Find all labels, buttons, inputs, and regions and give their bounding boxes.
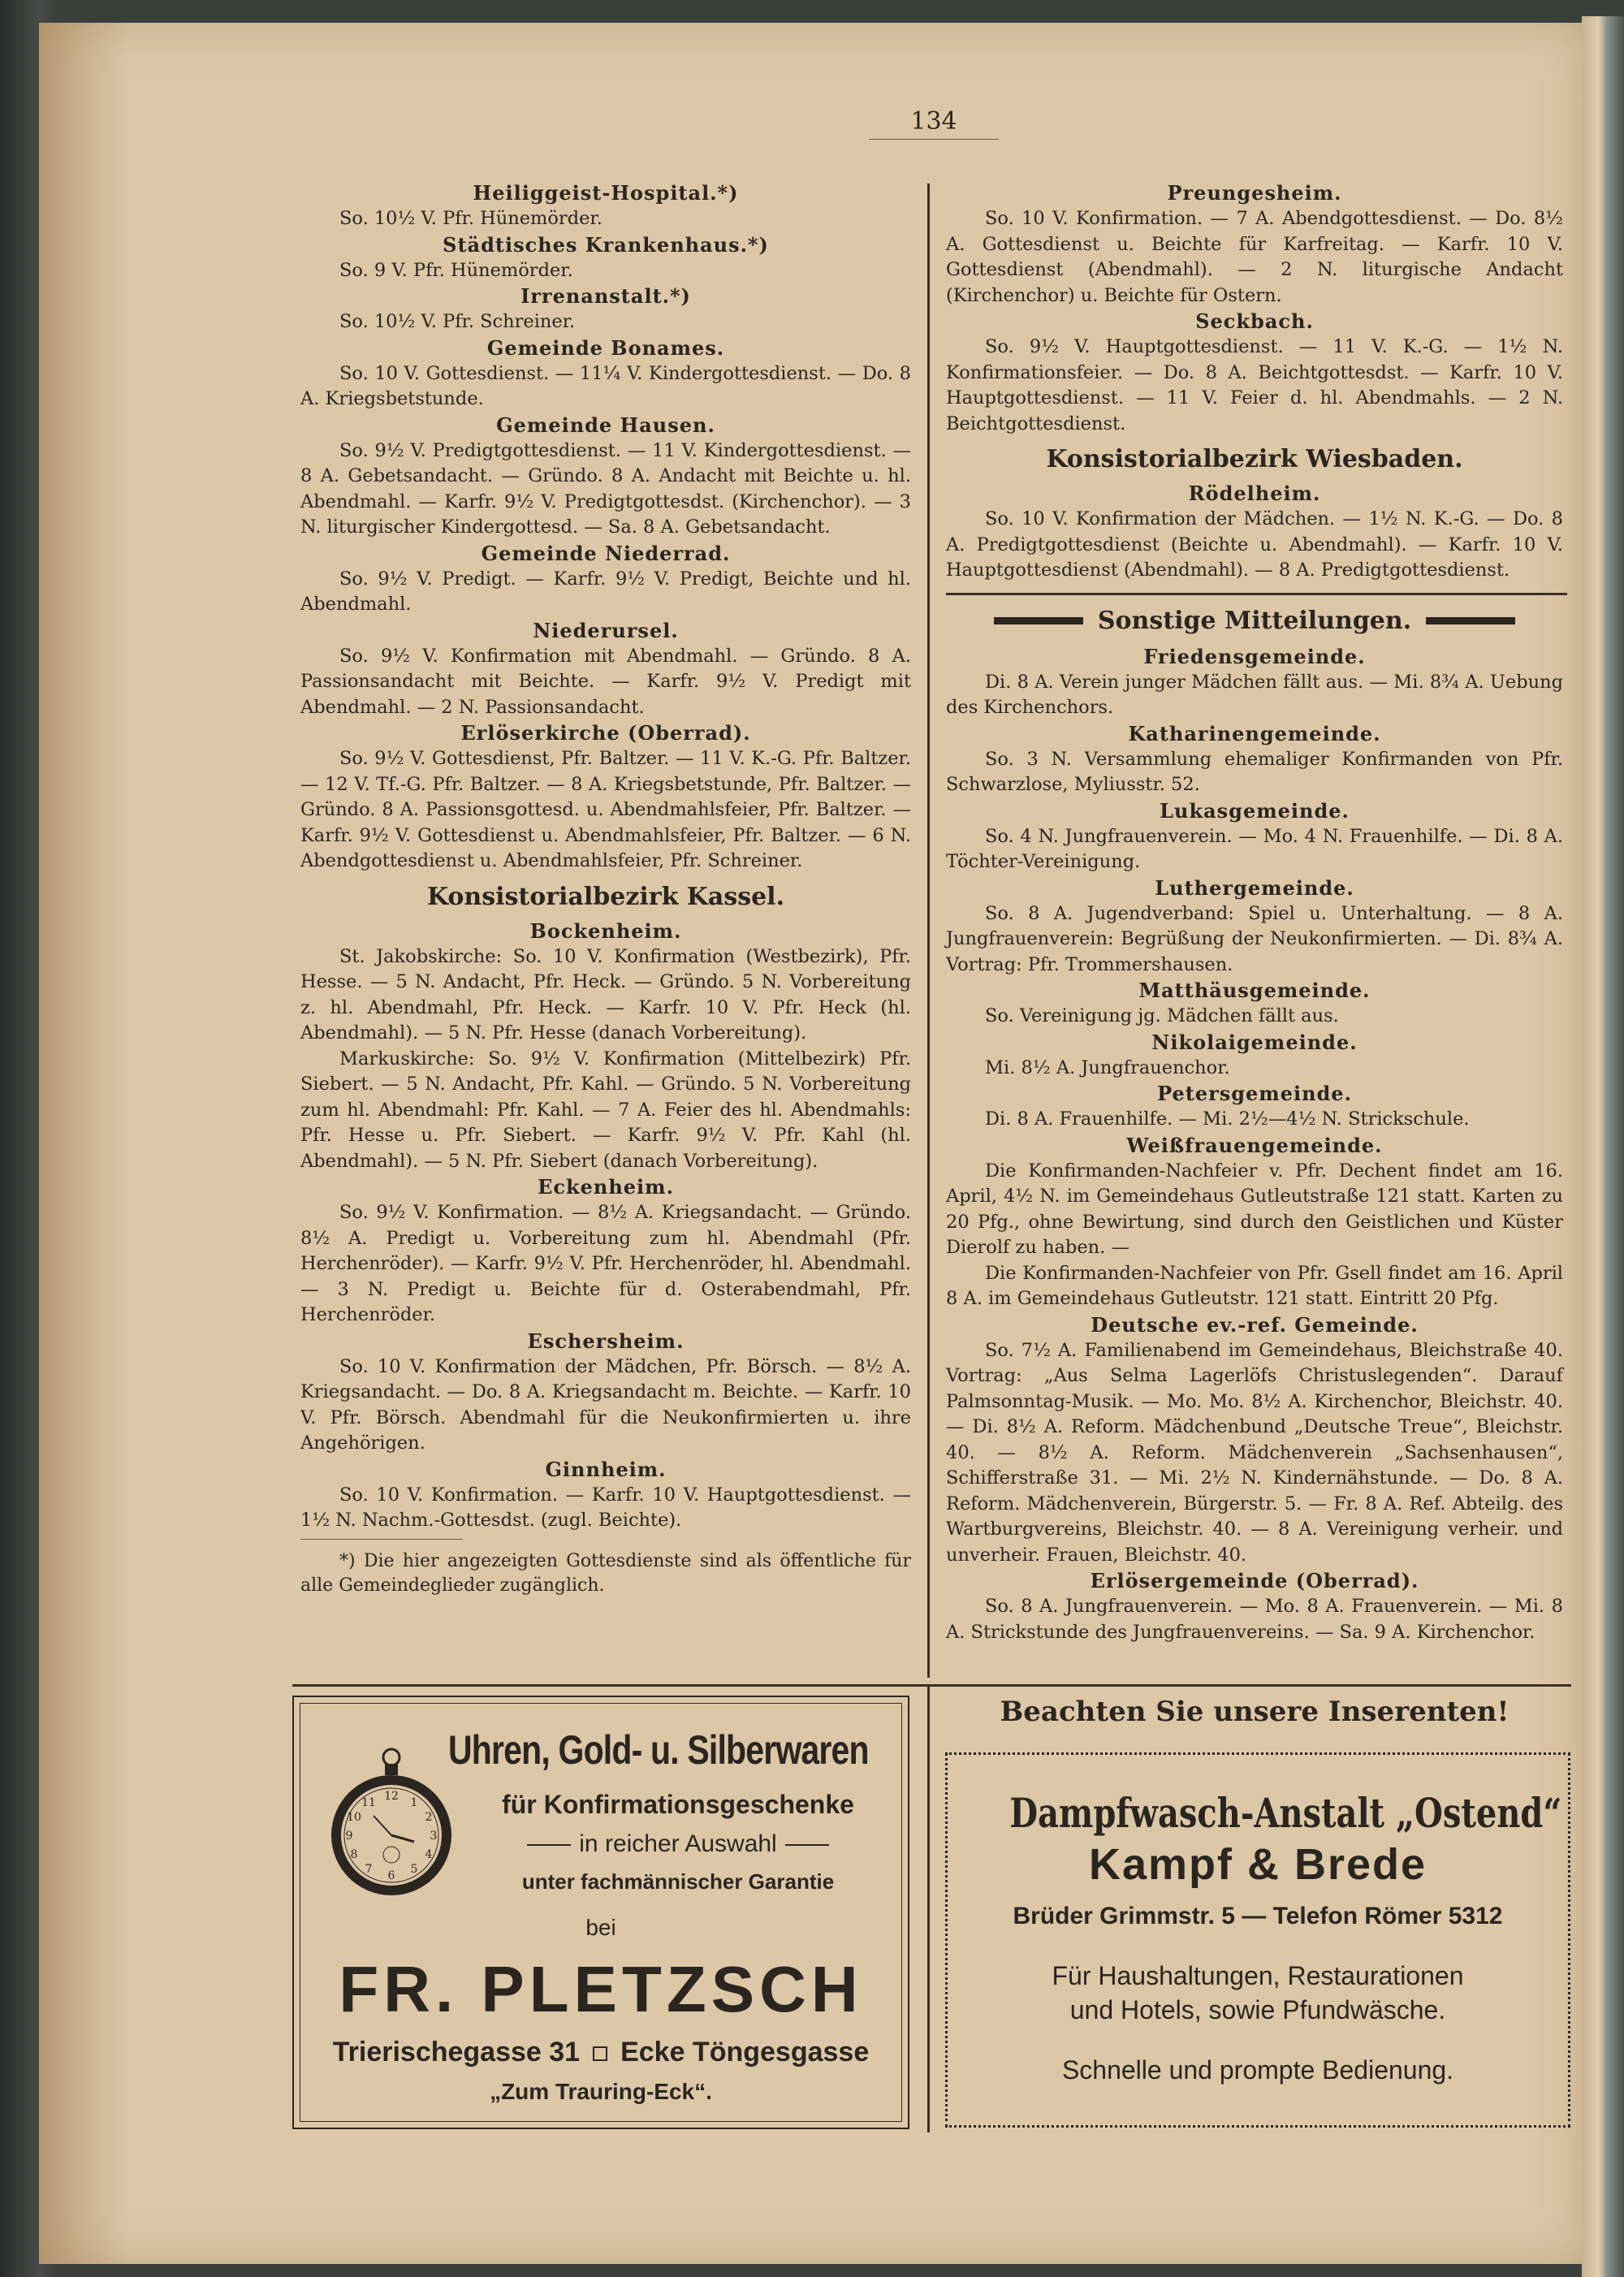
entry-text: So. 9½ V. Gottesdienst, Pfr. Baltzer. — 11 V. K.-G. Pfr. Baltzer. — 12 V. Tf.-G. Pfr. Baltzer. — 8 A. Kriegsbetstunde, Pfr. Baltzer. — Gründo. 8 A. Passionsgottesd. u. Abendmahlsfeier, Pfr. Baltzer. — Karfr. 9½ V. Gottesdienst u. Abendmahlsfeier, Pfr. Baltzer. — 6 N. Abendgottesdienst u. Abendmahlsfeier, Pfr. Schreiner. xyxy=(300,748,911,871)
ad-bei: bei xyxy=(585,1915,616,1940)
congregation-heading: Deutsche ev.-ref. Gemeinde. xyxy=(1091,1312,1419,1337)
entry-text: So. 10 V. Gottesdienst. — 11¼ V. Kindergottesdienst. — Do. 8 A. Kriegsbetstunde. xyxy=(300,362,911,409)
svg-text:8: 8 xyxy=(350,1848,358,1861)
congregation-heading: Gemeinde Bonames. xyxy=(486,335,725,360)
entry-text: So. 10 V. Konfirmation der Mädchen. — 1½ N. K.-G. — Do. 8 A. Predigtgottesdienst (Beichte u. Abendmahl). — Karfr. 10 V. Hauptgottesdienst (Abendmahl). — 8 A. Predigtgottesdienst. xyxy=(946,508,1563,581)
decorative-bar-right xyxy=(1426,617,1515,624)
congregation-heading: Weißfrauengemeinde. xyxy=(1126,1133,1383,1157)
pocket-watch-icon xyxy=(326,1746,456,1900)
entry-text: So. 9½ V. Predigt. — Karfr. 9½ V. Predigt, Beichte und hl. Abendmahl. xyxy=(300,568,911,615)
ad-services-line2: und Hotels, sowie Pfundwäsche. xyxy=(1069,1995,1446,2024)
district-heading: Konsistorialbezirk Kassel. xyxy=(426,882,785,911)
entry-text: So. 9½ V. Konfirmation mit Abendmahl. — Gründo. 8 A. Passionsandacht mit Beichte. — Karfr. 9½ V. Predigt mit Abendmahl. — 2 N. Passionsandacht. xyxy=(300,645,911,718)
entry-text: So. 9½ V. Predigtgottesdienst. — 11 V. Kindergottesdienst. — 8 A. Gebetsandacht. — Gründo. 8 A. Andacht mit Beichte u. hl. Abendmahl. — Karfr. 9½ V. Predigtgottesdst. (Kirchenchor). — 3 N. liturgischer Kindergottesd. — Sa. 8 A. Gebetsandacht. xyxy=(300,439,911,538)
entry-text: So. 4 N. Jungfrauenverein. — Mo. 4 N. Frauenhilfe. — Di. 8 A. Töchter-Vereinigung. xyxy=(946,825,1563,872)
section-divider xyxy=(946,593,1567,595)
section-header-sonstige xyxy=(946,602,1563,641)
svg-text:2: 2 xyxy=(425,1811,433,1824)
congregation-heading: Heiliggeist-Hospital.*) xyxy=(473,181,739,205)
entry-text: So. 9 V. Pfr. Hünemörder. xyxy=(339,259,573,281)
svg-text:6: 6 xyxy=(387,1869,395,1882)
ad-tagline xyxy=(456,1830,900,1858)
entry-text: Die Konfirmanden-Nachfeier von Pfr. Gsell findet am 16. April 8 A. im Gemeindehaus Gutleutstr. 121 statt. Eintritt 20 Pfg. xyxy=(946,1262,1563,1309)
entry-text: So. 3 N. Versammlung ehemaliger Konfirmanden von Pfr. Schwarzlose, Myliusstr. 52. xyxy=(946,748,1563,795)
congregation-heading: Friedensgemeinde. xyxy=(1143,644,1366,668)
congregation-heading: Petersgemeinde. xyxy=(1157,1082,1352,1105)
advertisement-pletzsch xyxy=(292,1696,909,2129)
svg-text:12: 12 xyxy=(384,1790,399,1803)
entry-text: So. 8 A. Jungfrauenverein. — Mo. 8 A. Frauenverein. — Mi. 8 A. Strickstunde des Jungfrauenvereins. — Sa. 9 A. Kirchenchor. xyxy=(946,1596,1563,1643)
entry-text: Di. 8 A. Verein junger Mädchen fällt aus. — Mi. 8¾ A. Uebung des Kirchenchors. xyxy=(946,671,1563,718)
congregation-heading: Eschersheim. xyxy=(527,1329,685,1353)
entry-text: So. 10½ V. Pfr. Schreiner. xyxy=(339,311,576,332)
ad-shop-motto: „Zum Trauring-Eck“. xyxy=(490,2079,712,2104)
congregation-heading: Bockenheim. xyxy=(529,918,682,943)
congregation-heading: Matthäusgemeinde. xyxy=(1138,979,1371,1002)
entry-text: Die Konfirmanden-Nachfeier v. Pfr. Dechent findet am 16. April, 4½ N. im Gemeindehaus Gutleutstraße 121 statt. Karten zu 20 Pfg., ohne Bewirtung, sind durch den Geistlichen und Küster Dierolf zu haben. — xyxy=(946,1160,1563,1258)
entry-text: So. 10½ V. Pfr. Hünemörder. xyxy=(339,208,603,229)
column-divider xyxy=(927,184,930,1678)
congregation-heading: Erlöserkirche (Oberrad). xyxy=(460,721,751,745)
inserenten-header: Beachten Sie unsere Inserenten! xyxy=(1000,1696,1510,1728)
svg-text:11: 11 xyxy=(361,1796,376,1809)
ad-services-line1: Für Haushaltungen, Restaurationen xyxy=(1052,1961,1464,1990)
congregation-heading: Ginnheim. xyxy=(545,1457,667,1481)
ad-address: Brüder Grimmstr. 5 — Telefon Römer 5312 xyxy=(1013,1903,1503,1929)
congregation-heading: Nikolaigemeinde. xyxy=(1151,1030,1358,1054)
entry-text: So. 10 V. Konfirmation. — Karfr. 10 V. Hauptgottesdienst. — 1½ N. Nachm.-Gottesdst. (zugl. Beichte). xyxy=(300,1484,911,1531)
ad-address-corner: Ecke Töngesgasse xyxy=(620,2037,870,2067)
ad-address xyxy=(294,2037,908,2068)
district-heading: Konsistorialbezirk Wiesbaden. xyxy=(1046,445,1463,473)
ad-subheadline: für Konfirmationsgeschenke xyxy=(502,1790,854,1819)
entry-text: Markuskirche: So. 9½ V. Konfirmation (Mittelbezirk) Pfr. Siebert. — 5 N. Andacht, Pfr. Kahl. — Gründo. 5 N. Vorbereitung zum hl. Abendmahl: Pfr. Kahl. — 7 A. Feier des hl. Abendmahls: Pfr. Hesse u. Pfr. Siebert. — Karfr. 9½ V. Pfr. Kahl (hl. Abendmahl). — 5 N. Pfr. Siebert (danach Vorbereitung). xyxy=(300,1048,911,1172)
ad-firm-name: Kampf & Brede xyxy=(1088,1840,1427,1889)
svg-text:3: 3 xyxy=(430,1830,438,1843)
section-title: Sonstige Mitteilungen. xyxy=(1097,606,1412,635)
ad-title: Dampfwasch-Anstalt „Ostend“ xyxy=(1009,1789,1562,1837)
decorative-bar-left xyxy=(994,617,1083,624)
svg-text:9: 9 xyxy=(345,1830,353,1843)
entry-text: Mi. 8½ A. Jungfrauenchor. xyxy=(985,1056,1230,1078)
entry-text: So. 10 V. Konfirmation der Mädchen, Pfr. Börsch. — 8½ A. Kriegsandacht. — Do. 8 A. Kriegsandacht m. Beichte. — Karfr. 10 V. Pfr. Börsch. Abendmahl für die Neukonfirmierten u. ihre Angehörigen. xyxy=(300,1355,911,1454)
entry-text: Di. 8 A. Frauenhilfe. — Mi. 2½—4½ N. Strickschule. xyxy=(985,1108,1470,1130)
ads-divider xyxy=(292,1684,1571,1687)
left-column xyxy=(300,180,911,1598)
congregation-heading: Rödelheim. xyxy=(1188,482,1321,505)
advertisement-kampf-brede xyxy=(945,1752,1570,2128)
congregation-heading: Gemeinde Hausen. xyxy=(496,413,715,437)
right-column xyxy=(946,180,1563,1645)
ad-company-name: FR. PLETZSCH xyxy=(339,1953,863,2025)
dash-left xyxy=(527,1844,571,1846)
congregation-heading: Luthergemeinde. xyxy=(1155,875,1354,900)
congregation-heading: Lukasgemeinde. xyxy=(1160,798,1350,823)
footnote-rule xyxy=(300,1539,463,1540)
congregation-heading: Preungesheim. xyxy=(1167,181,1342,205)
ads-column-divider xyxy=(927,1686,930,2132)
ad-slogan: Schnelle und prompte Bedienung. xyxy=(1061,2055,1454,2085)
congregation-heading: Niederursel. xyxy=(533,618,679,642)
entry-text: So. 10 V. Konfirmation. — 7 A. Abendgottesdienst. — Do. 8½ A. Gottesdienst u. Beichte für Karfreitag. — Karfr. 10 V. Gottesdienst (Abendmahl). — 2 N. liturgische Andacht (Kirchenchor) u. Beichte für Ostern. xyxy=(946,208,1563,306)
congregation-heading: Gemeinde Niederrad. xyxy=(481,541,731,565)
left-column-flow xyxy=(300,180,911,1534)
congregation-heading: Katharinengemeinde. xyxy=(1128,721,1381,745)
svg-text:10: 10 xyxy=(347,1811,361,1824)
congregation-heading: Seckbach. xyxy=(1195,309,1314,333)
ad-address-street: Trierischegasse 31 xyxy=(332,2037,581,2067)
ad-tagline-text: in reicher Auswahl xyxy=(579,1830,777,1857)
congregation-heading: Irrenanstalt.*) xyxy=(520,284,691,308)
entry-text: So. 8 A. Jugendverband: Spiel u. Unterhaltung. — 8 A. Jungfrauenverein: Begrüßung der Neukonfirmierten. — Di. 8¾ A. Vortrag: Pfr. Trommershausen. xyxy=(946,902,1563,975)
svg-text:1: 1 xyxy=(410,1796,418,1809)
svg-text:4: 4 xyxy=(425,1848,433,1861)
entry-text: So. 9½ V. Konfirmation. — 8½ A. Kriegsandacht. — Gründo. 8½ A. Predigt u. Vorbereitung zum hl. Abendmahl (Pfr. Herchenröder). — Karfr. 9½ V. Pfr. Herchenröder, hl. Abendmahl. — 3 N. Predigt u. Beichte für d. Osterabendmahl, Pfr. Herchenröder. xyxy=(300,1202,911,1325)
ad-headline: Uhren, Gold- u. Silberwaren xyxy=(448,1727,869,1773)
entry-text: St. Jakobskirche: So. 10 V. Konfirmation (Westbezirk), Pfr. Hesse. — 5 N. Andacht, Pfr. Heck. — Gründo. 5 N. Vorbereitung z. hl. Abendmahl, Pfr. Heck. — Karfr. 10 V. Pfr. Heck (hl. Abendmahl). — 5 N. Pfr. Hesse (danach Vorbereitung). xyxy=(300,945,911,1043)
entry-text: So. 9½ V. Hauptgottesdienst. — 11 V. K.-G. — 1½ N. Konfirmationsfeier. — Do. 8 A. Beichtgottesdst. — Karfr. 10 V. Hauptgottesdienst. — 11 V. Feier d. hl. Abendmahls. — 2 N. Beichtgottesdienst. xyxy=(946,336,1563,434)
square-separator-icon xyxy=(593,2046,607,2061)
page-number: 134 xyxy=(869,107,999,140)
footnote: *) Die hier angezeigten Gottesdienste sind als öffentliche für alle Gemeindeglieder zugänglich. xyxy=(300,1550,911,1596)
congregation-heading: Eckenheim. xyxy=(538,1175,674,1199)
right-column-bottom-flow xyxy=(946,644,1563,1646)
right-column-top-flow xyxy=(946,180,1563,584)
entry-text: So. 7½ A. Familienabend im Gemeindehaus, Bleichstraße 40. Vortrag: „Aus Selma Lagerlöfs Christuslegenden“. Darauf Palmsonntag-Musik. — Mo. Mo. 8½ A. Kirchenchor, Bleichstr. 40. — Di. 8½ A. Reform. Mädchenbund „Deutsche Treue“, Bleichstr. 40. — 8½ A. Reform. Mädchenverein „Sachsenhausen“, Schifferstraße 31. — Mi. 2½ N. Kindernähstunde. — Do. 8 A. Reform. Mädchenverein, Bürgerstr. 5. — Fr. 8 A. Ref. Abteilg. des Wartburgvereins, Bleichstr. 40. — 8 A. Vereinigung verheir. und unverheir. Frauen, Bleichstr. 40. xyxy=(946,1339,1563,1566)
svg-text:5: 5 xyxy=(410,1863,418,1876)
ad-guarantee: unter fachmännischer Garantie xyxy=(521,1869,835,1894)
dash-right xyxy=(785,1844,829,1846)
svg-text:7: 7 xyxy=(365,1863,373,1876)
entry-text: So. Vereinigung jg. Mädchen fällt aus. xyxy=(985,1005,1339,1026)
congregation-heading: Erlösergemeinde (Oberrad). xyxy=(1090,1569,1419,1592)
congregation-heading: Städtisches Krankenhaus.*) xyxy=(443,232,769,257)
